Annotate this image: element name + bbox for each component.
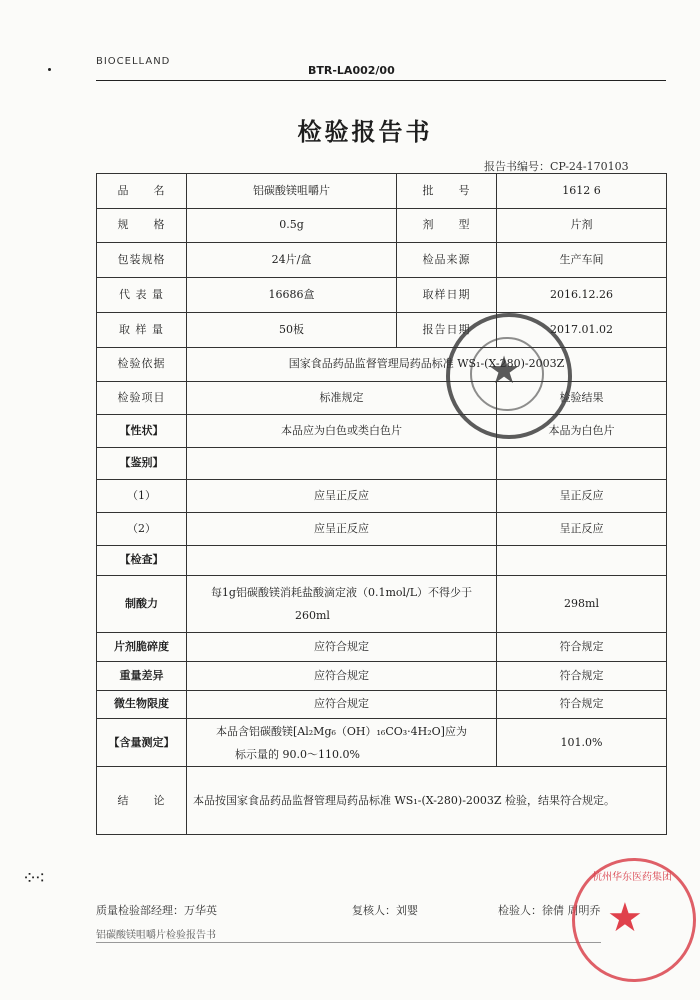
spec-value: 0.5g — [187, 208, 397, 243]
table-row — [97, 278, 667, 313]
id1-result: 呈正反应 — [497, 480, 667, 513]
table-row — [97, 633, 667, 662]
micro-standard: 应符合规定 — [187, 690, 497, 719]
sample-date-label: 取样日期 — [397, 278, 497, 313]
table-row — [97, 447, 667, 480]
assay-standard-line-1: 本品含铝碳酸镁[Al₂Mg₆（OH）₁₆CO₃·4H₂O]应为 — [216, 724, 467, 738]
character-label: 【性状】 — [97, 414, 187, 447]
report-date-label: 报告日期 — [397, 312, 497, 347]
friability-standard: 应符合规定 — [187, 633, 497, 662]
acid-standard — [187, 576, 497, 633]
table-row — [97, 545, 667, 576]
table-row — [97, 243, 667, 278]
id2-standard: 应呈正反应 — [187, 513, 497, 546]
friability-label: 片剂脆碎度 — [97, 633, 187, 662]
character-standard: 本品应为白色或类白色片 — [187, 414, 497, 447]
table-row — [97, 414, 667, 447]
weight-result: 符合规定 — [497, 662, 667, 691]
dosage-label: 剂 型 — [397, 208, 497, 243]
company-seal-text: 杭州华东医药集团 — [592, 872, 672, 883]
weight-label: 重量差异 — [97, 662, 187, 691]
sample-date-value: 2016.12.26 — [497, 278, 667, 313]
weight-standard: 应符合规定 — [187, 662, 497, 691]
basis-value: 国家食品药品监督管理局药品标准 WS₁-(X-280)-2003Z — [187, 347, 667, 382]
inspector-signature: 检验人：徐倩 周明乔 — [498, 904, 601, 917]
table-row — [97, 312, 667, 347]
assay-standard — [187, 719, 497, 767]
company-logo: BIOCELLAND — [96, 56, 171, 67]
items-label: 检验项目 — [97, 382, 187, 415]
id2-result: 呈正反应 — [497, 513, 667, 546]
batch-value: 1612 6 — [497, 174, 667, 209]
inspection-table — [96, 173, 667, 835]
table-row — [97, 347, 667, 382]
acid-label: 制酸力 — [97, 576, 187, 633]
header-rule — [96, 80, 666, 81]
spec-label: 规 格 — [97, 208, 187, 243]
check-label: 【检查】 — [97, 545, 187, 576]
sample-qty-label: 取 样 量 — [97, 312, 187, 347]
identify-label: 【鉴别】 — [97, 447, 187, 480]
table-row — [97, 662, 667, 691]
id1-label: （1） — [97, 480, 187, 513]
id1-standard: 应呈正反应 — [187, 480, 497, 513]
product-value: 铝碳酸镁咀嚼片 — [187, 174, 397, 209]
report-date-value: 2017.01.02 — [497, 312, 667, 347]
dosage-value: 片剂 — [497, 208, 667, 243]
check-blank — [187, 545, 497, 576]
table-row — [97, 767, 667, 835]
basis-label: 检验依据 — [97, 347, 187, 382]
conclusion-value: 本品按国家食品药品监督管理局药品标准 WS₁-(X-280)-2003Z 检验，结果符合规定。 — [187, 767, 667, 835]
star-icon: ★ — [487, 348, 522, 392]
character-result: 本品为白色片 — [497, 414, 667, 447]
manager-signature: 质量检验部经理：万华英 — [96, 904, 217, 917]
standard-header: 标准规定 — [187, 382, 497, 415]
table-row — [97, 382, 667, 415]
identify-blank — [187, 447, 497, 480]
identify-blank-result — [497, 447, 667, 480]
acid-standard-line-1: 每1g铝碳酸镁消耗盐酸滴定液（0.1mol/L）不得少于 — [210, 586, 473, 600]
red-star-icon: ★ — [607, 895, 643, 941]
report-title: 检验报告书 — [297, 118, 433, 146]
micro-result: 符合规定 — [497, 690, 667, 719]
package-label: 包装规格 — [97, 243, 187, 278]
table-row — [97, 208, 667, 243]
result-header: 检验结果 — [497, 382, 667, 415]
friability-result: 符合规定 — [497, 633, 667, 662]
check-blank-result — [497, 545, 667, 576]
source-value: 生产车间 — [497, 243, 667, 278]
assay-result: 101.0% — [497, 719, 667, 767]
document-number: BTR-LA002/00 — [308, 64, 395, 77]
source-label: 检品来源 — [397, 243, 497, 278]
acid-standard-line-2: 260ml — [295, 609, 330, 623]
table-row — [97, 719, 667, 767]
conclusion-label: 结 论 — [97, 767, 187, 835]
package-value: 24片/盒 — [187, 243, 397, 278]
assay-label: 【含量测定】 — [97, 719, 187, 767]
table-row — [97, 513, 667, 546]
table-row — [97, 480, 667, 513]
footer-note: 铝碳酸镁咀嚼片检验报告书 — [96, 930, 216, 941]
micro-label: 微生物限度 — [97, 690, 187, 719]
id2-label: （2） — [97, 513, 187, 546]
scan-speck: ⁘ ⁖ — [22, 868, 42, 889]
table-row — [97, 690, 667, 719]
footer-rule — [96, 942, 601, 943]
table-row — [97, 174, 667, 209]
scan-speck — [48, 68, 51, 71]
rep-qty-value: 16686盒 — [187, 278, 397, 313]
batch-label: 批 号 — [397, 174, 497, 209]
acid-result: 298ml — [497, 576, 667, 633]
assay-standard-line-2: 标示量的 90.0～110.0% — [235, 747, 360, 761]
rep-qty-label: 代 表 量 — [97, 278, 187, 313]
sample-qty-value: 50板 — [187, 312, 397, 347]
table-row — [97, 576, 667, 633]
product-label: 品 名 — [97, 174, 187, 209]
reviewer-signature: 复核人：刘婴 — [352, 904, 418, 917]
report-number: 报告书编号：CP-24-170103 — [484, 160, 629, 173]
